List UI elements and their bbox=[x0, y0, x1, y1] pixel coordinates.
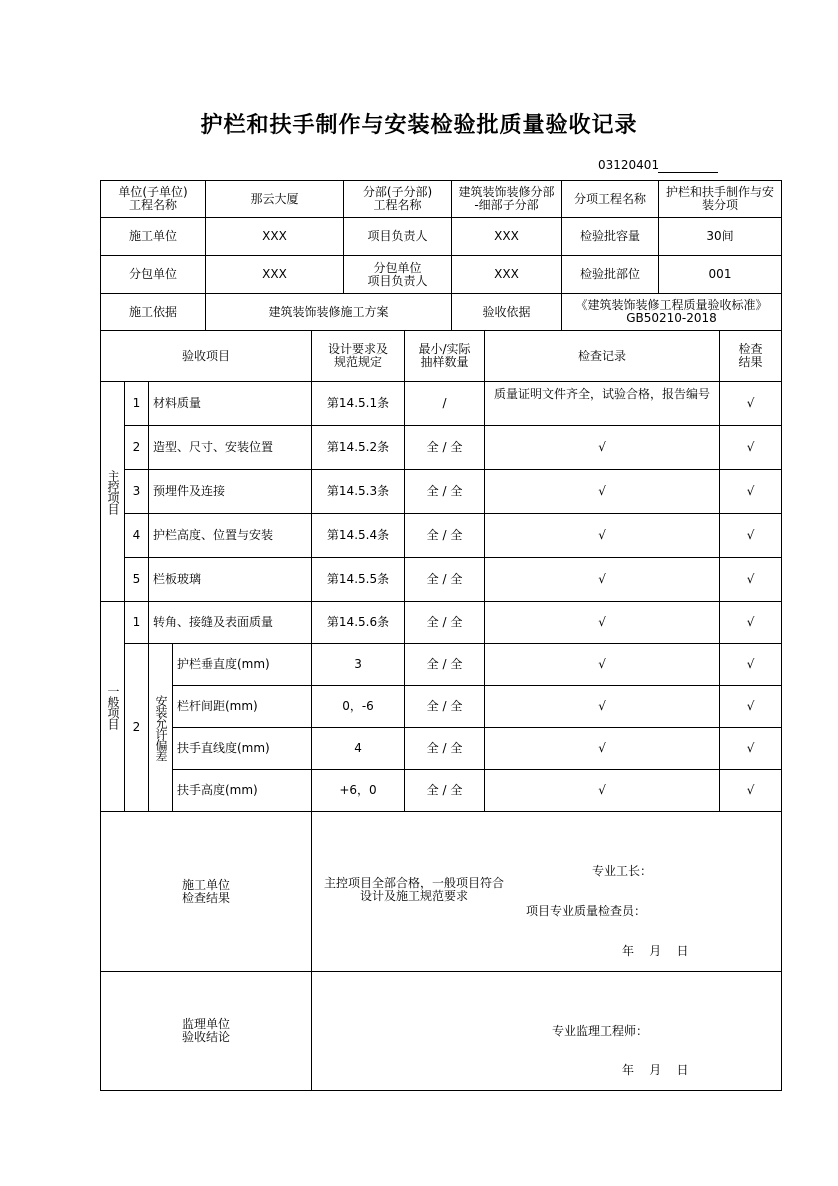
deviation-record: √ bbox=[485, 686, 720, 728]
construction-check-text: 主控项目全部合格，一般项目符合 设计及施工规范要求 bbox=[324, 876, 505, 903]
table-row bbox=[101, 602, 782, 644]
item-design: 第14.5.2条 bbox=[312, 426, 405, 470]
deviation-design: +6，0 bbox=[312, 770, 405, 812]
deviation-design: 4 bbox=[312, 728, 405, 770]
construction-basis-value: 建筑装饰装修施工方案 bbox=[206, 294, 452, 331]
table-row bbox=[101, 426, 782, 470]
deviation-result: √ bbox=[720, 686, 782, 728]
unit-name-label: 单位(子单位) 工程名称 bbox=[101, 181, 206, 218]
supervision-engineer-label: 专业监理工程师： bbox=[552, 1024, 649, 1038]
table-row bbox=[101, 558, 782, 602]
col-record-header: 检查记录 bbox=[485, 331, 720, 382]
sub-project-manager-label: 分包单位 项目负责人 bbox=[344, 256, 452, 294]
deviation-design: 3 bbox=[312, 644, 405, 686]
item-sample: 全 / 全 bbox=[405, 514, 485, 558]
division-name-label: 分部(子分部) 工程名称 bbox=[344, 181, 452, 218]
item-result: √ bbox=[720, 382, 782, 426]
quality-inspector-label: 项目专业质量检查员： bbox=[526, 904, 647, 918]
subcontractor-label: 分包单位 bbox=[101, 256, 206, 294]
acceptance-basis-value: 《建筑装饰装修工程质量验收标准》 GB50210-2018 bbox=[562, 294, 782, 331]
item-record: √ bbox=[485, 426, 720, 470]
item-design: 第14.5.3条 bbox=[312, 470, 405, 514]
batch-part-value: 001 bbox=[659, 256, 782, 294]
install-deviation-group-label: 安装允许偏差 bbox=[149, 644, 173, 812]
table-row bbox=[101, 382, 782, 426]
item-record: √ bbox=[485, 602, 720, 644]
items-table bbox=[100, 330, 782, 1091]
item-record: √ bbox=[485, 470, 720, 514]
unit-name-value: 那云大厦 bbox=[206, 181, 344, 218]
construction-check-label: 施工单位 检查结果 bbox=[101, 812, 312, 972]
project-manager-value: XXX bbox=[452, 218, 562, 256]
deviation-name: 栏杆间距(mm) bbox=[173, 686, 312, 728]
col-design-header: 设计要求及 规范规定 bbox=[312, 331, 405, 382]
deviation-record: √ bbox=[485, 728, 720, 770]
doc-code-underline bbox=[658, 172, 718, 173]
construction-basis-label: 施工依据 bbox=[101, 294, 206, 331]
subitem-name-value: 护栏和扶手制作与安 装分项 bbox=[659, 181, 782, 218]
item-result: √ bbox=[720, 558, 782, 602]
deviation-result: √ bbox=[720, 770, 782, 812]
main-control-group-label: 主控项目 bbox=[101, 382, 125, 602]
deviation-record: √ bbox=[485, 644, 720, 686]
deviation-sample: 全 / 全 bbox=[405, 686, 485, 728]
supervision-date: 年 月 日 bbox=[622, 1063, 689, 1077]
deviation-name: 护栏垂直度(mm) bbox=[173, 644, 312, 686]
supervision-label: 监理单位 验收结论 bbox=[101, 972, 312, 1091]
deviation-name: 扶手直线度(mm) bbox=[173, 728, 312, 770]
item-no: 1 bbox=[125, 602, 149, 644]
item-name: 材料质量 bbox=[149, 382, 312, 426]
doc-code: 03120401 bbox=[598, 158, 660, 172]
page-title: 护栏和扶手制作与安装检验批质量验收记录 bbox=[200, 112, 638, 138]
table-row bbox=[101, 644, 782, 686]
deviation-record: √ bbox=[485, 770, 720, 812]
item-sample: 全 / 全 bbox=[405, 558, 485, 602]
item-result: √ bbox=[720, 514, 782, 558]
table-row bbox=[101, 770, 782, 812]
item-result: √ bbox=[720, 470, 782, 514]
project-manager-label: 项目负责人 bbox=[344, 218, 452, 256]
contractor-value: XXX bbox=[206, 218, 344, 256]
item-sample: 全 / 全 bbox=[405, 470, 485, 514]
construction-check-date: 年 月 日 bbox=[622, 944, 689, 958]
item-design: 第14.5.6条 bbox=[312, 602, 405, 644]
col-sample-header: 最小/实际 抽样数量 bbox=[405, 331, 485, 382]
deviation-name: 扶手高度(mm) bbox=[173, 770, 312, 812]
subcontractor-value: XXX bbox=[206, 256, 344, 294]
deviation-result: √ bbox=[720, 728, 782, 770]
subitem-name-label: 分项工程名称 bbox=[562, 181, 659, 218]
item-name: 栏板玻璃 bbox=[149, 558, 312, 602]
item-name: 预埋件及连接 bbox=[149, 470, 312, 514]
item-record: √ bbox=[485, 514, 720, 558]
deviation-sample: 全 / 全 bbox=[405, 644, 485, 686]
table-row bbox=[101, 728, 782, 770]
item-record: √ bbox=[485, 558, 720, 602]
foreman-label: 专业工长： bbox=[592, 864, 653, 878]
construction-check-row bbox=[101, 812, 782, 972]
supervision-content bbox=[312, 972, 782, 1091]
item-no: 4 bbox=[125, 514, 149, 558]
item-no: 2 bbox=[125, 644, 149, 812]
item-design: 第14.5.5条 bbox=[312, 558, 405, 602]
supervision-row bbox=[101, 972, 782, 1091]
deviation-design: 0，-6 bbox=[312, 686, 405, 728]
item-design: 第14.5.1条 bbox=[312, 382, 405, 426]
batch-part-label: 检验批部位 bbox=[562, 256, 659, 294]
deviation-sample: 全 / 全 bbox=[405, 770, 485, 812]
general-group-label: 一般项目 bbox=[101, 602, 125, 812]
table-row bbox=[101, 514, 782, 558]
item-sample: 全 / 全 bbox=[405, 426, 485, 470]
contractor-label: 施工单位 bbox=[101, 218, 206, 256]
col-item-header: 验收项目 bbox=[101, 331, 312, 382]
item-no: 3 bbox=[125, 470, 149, 514]
header-table bbox=[100, 180, 782, 331]
batch-capacity-value: 30间 bbox=[659, 218, 782, 256]
item-no: 5 bbox=[125, 558, 149, 602]
sub-project-manager-value: XXX bbox=[452, 256, 562, 294]
item-record: 质量证明文件齐全，试验合格，报告编号 bbox=[485, 382, 720, 426]
deviation-result: √ bbox=[720, 644, 782, 686]
table-row bbox=[101, 470, 782, 514]
item-result: √ bbox=[720, 426, 782, 470]
item-no: 2 bbox=[125, 426, 149, 470]
division-name-value: 建筑装饰装修分部 -细部子分部 bbox=[452, 181, 562, 218]
item-sample: / bbox=[405, 382, 485, 426]
construction-check-content bbox=[312, 812, 782, 972]
item-name: 转角、接缝及表面质量 bbox=[149, 602, 312, 644]
item-design: 第14.5.4条 bbox=[312, 514, 405, 558]
item-result: √ bbox=[720, 602, 782, 644]
batch-capacity-label: 检验批容量 bbox=[562, 218, 659, 256]
item-no: 1 bbox=[125, 382, 149, 426]
item-name: 造型、尺寸、安装位置 bbox=[149, 426, 312, 470]
item-name: 护栏高度、位置与安装 bbox=[149, 514, 312, 558]
col-result-header: 检查 结果 bbox=[720, 331, 782, 382]
deviation-sample: 全 / 全 bbox=[405, 728, 485, 770]
acceptance-basis-label: 验收依据 bbox=[452, 294, 562, 331]
table-row bbox=[101, 686, 782, 728]
item-sample: 全 / 全 bbox=[405, 602, 485, 644]
